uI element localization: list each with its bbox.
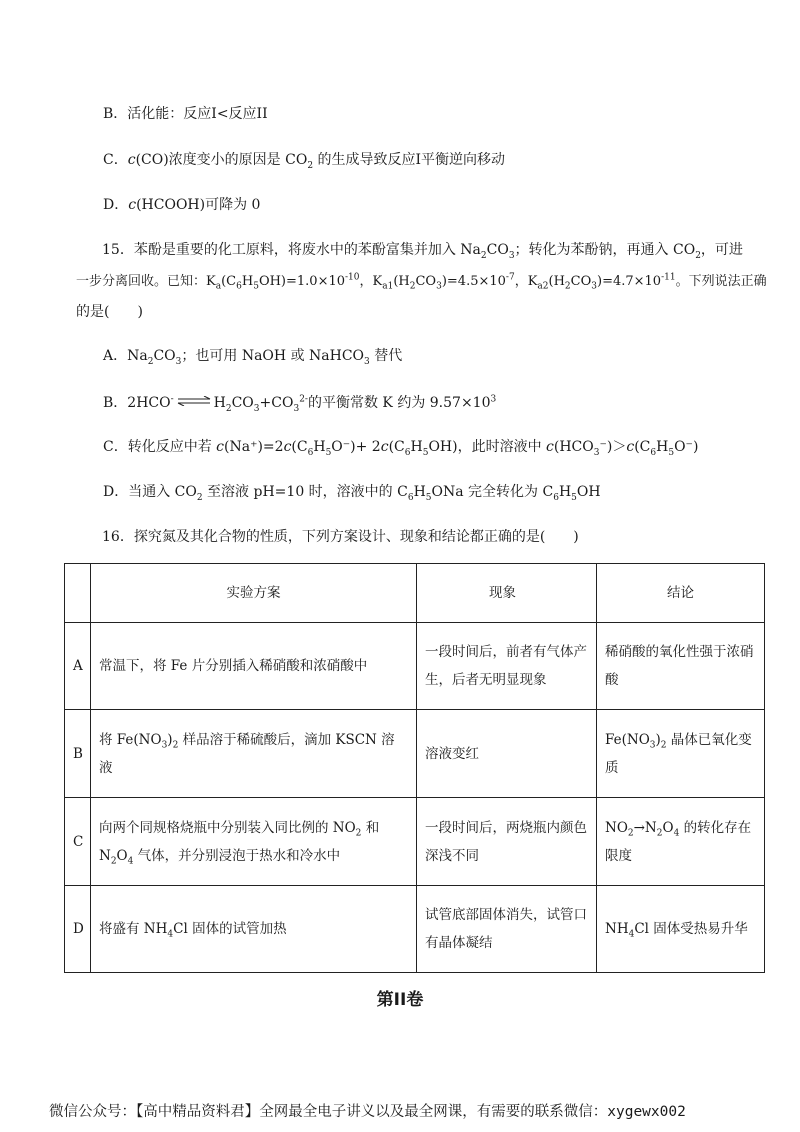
q15-option-c: C．转化反应中若 $c(Na^+)=2c(C_6H_5O^-)+ 2c(C_6H_5OH)$，此时溶液中 $c(HCO_3^-)>c(C_6H_5O^-)$ [103,439,699,458]
table-header [65,564,91,623]
row-conclusion: 稀硝酸的氧化性强于浓硝酸 [597,623,765,710]
row-phenomenon: 一段时间后，前者有气体产生，后者无明显现象 [417,623,597,710]
row-label: D [65,886,91,973]
footer-ad: 微信公众号：【高中精品资料君】全网最全电子讲义以及最全网课，有需要的联系微信：xygewx002 [49,1104,686,1120]
row-phenomenon: 一段时间后，两烧瓶内颜色深浅不同 [417,798,597,886]
table-header-row [65,564,765,623]
row-plan: 将盛有 $NH_4Cl$ 固体的试管加热 [91,886,417,973]
equilibrium-arrow-icon [176,392,212,402]
row-phenomenon: 试管底部固体消失，试管口有晶体凝结 [417,886,597,973]
q15-option-b: B．2HCO- $H_2CO_3+CO_3^{2-}$的平衡常数 K 约为 $9.57\times 10^3$ [103,392,496,413]
row-conclusion: $Fe(NO_3)_2$ 晶体已氧化变质 [597,710,765,798]
q14-option-c: C．c(CO)浓度变小的原因是 $CO_2$ 的生成导致反应I平衡逆向移动 [103,152,506,171]
table-row [65,710,765,798]
table-row [65,886,765,973]
row-label: C [65,798,91,886]
row-phenomenon: 溶液变红 [417,710,597,798]
row-label: A [65,623,91,710]
section-title: 第II卷 [376,990,424,1010]
row-conclusion: $NH_4Cl$ 固体受热易升华 [597,886,765,973]
q16-stem: 16．探究氮及其化合物的性质，下列方案设计、现象和结论都正确的是( ) [102,529,579,545]
row-conclusion: $NO_2\to N_2O_4$ 的转化存在限度 [597,798,765,886]
row-plan: 常温下，将 Fe 片分别插入稀硝酸和浓硝酸中 [91,623,417,710]
row-plan: 向两个同规格烧瓶中分别装入同比例的 $NO_2$ 和 $N_2O_4$ 气体，并分别浸泡于热水和冷水中 [91,798,417,886]
q15-stem-line1: 15．苯酚是重要的化工原料，将废水中的苯酚富集并加入 $Na_2CO_3$；转化为苯酚钠，再通入 $CO_2$，可进 [102,242,743,261]
q15-stem-line3: 的是( ) [76,304,143,320]
q15-stem-line2: 一步分离回收。已知：$K_a(C_6H_5OH)=1.0\times 10^{-10}$，$K_{a1}(H_2CO_3)=4.5\times 10^{-7}$，$K_{a2}(H_2CO_3)=4.7\times 10^{-11}$。下列说法正确 [76,272,767,292]
row-plan: 将 $Fe(NO_3)_2$ 样品溶于稀硫酸后，滴加 KSCN 溶液 [91,710,417,798]
q14-option-d: D．c(HCOOH)可降为 0 [103,197,261,213]
table-header: 结论 [597,564,765,623]
q14-option-b: B．活化能：反应I<反应II [103,106,268,122]
table-header: 现象 [417,564,597,623]
table-row [65,798,765,886]
table-row [65,623,765,710]
q15-option-d: D．当通入 $CO_2$ 至溶液 pH=10 时，溶液中的 $C_6H_5ONa$ 完全转化为 $C_6H_5OH$ [103,484,601,503]
experiment-table [64,563,765,973]
table-header: 实验方案 [91,564,417,623]
row-label: B [65,710,91,798]
q15-option-a: A．$Na_2CO_3$；也可用 NaOH 或 NaHCO$_3$ 替代 [103,348,403,367]
